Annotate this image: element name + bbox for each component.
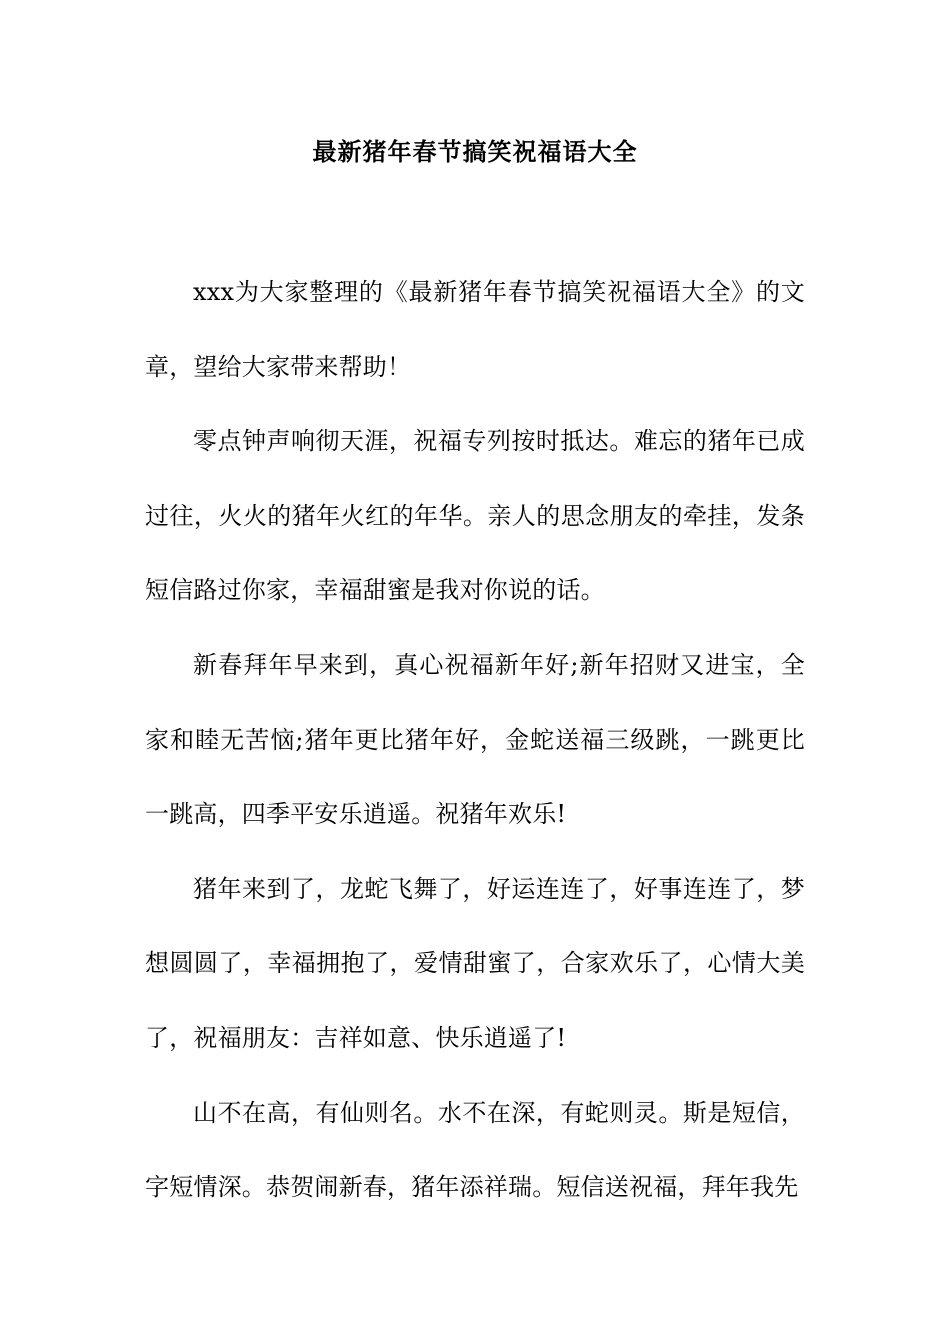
paragraph-4: 山不在高，有仙则名。水不在深，有蛇则灵。斯是短信，字短情深。恭贺闹新春，猪年添祥瑞。短信送祝福，拜年我先 — [145, 1098, 805, 1202]
document-title: 最新猪年春节搞笑祝福语大全 — [312, 137, 638, 166]
paragraph-3: 猪年来到了，龙蛇飞舞了，好运连连了，好事连连了，梦想圆圆了，幸福拥抱了，爱情甜蜜了，合家欢乐了，心情大美了，祝福朋友：吉祥如意、快乐逍遥了! — [145, 874, 805, 1052]
document-body — [145, 255, 805, 1225]
paragraph-2: 新春拜年早来到，真心祝福新年好;新年招财又进宝，全家和睦无苦恼;猪年更比猪年好，金蛇送福三级跳，一跳更比一跳高，四季平安乐逍遥。祝猪年欢乐! — [145, 650, 805, 829]
paragraph-1: 零点钟声响彻天涯，祝福专列按时抵达。难忘的猪年已成过往，火火的猪年火红的年华。亲人的思念朋友的牵挂，发条短信路过你家，幸福甜蜜是我对你说的话。 — [145, 427, 805, 605]
paragraph-intro: xxx为大家整理的《最新猪年春节搞笑祝福语大全》的文章，望给大家带来帮助！ — [145, 278, 805, 381]
